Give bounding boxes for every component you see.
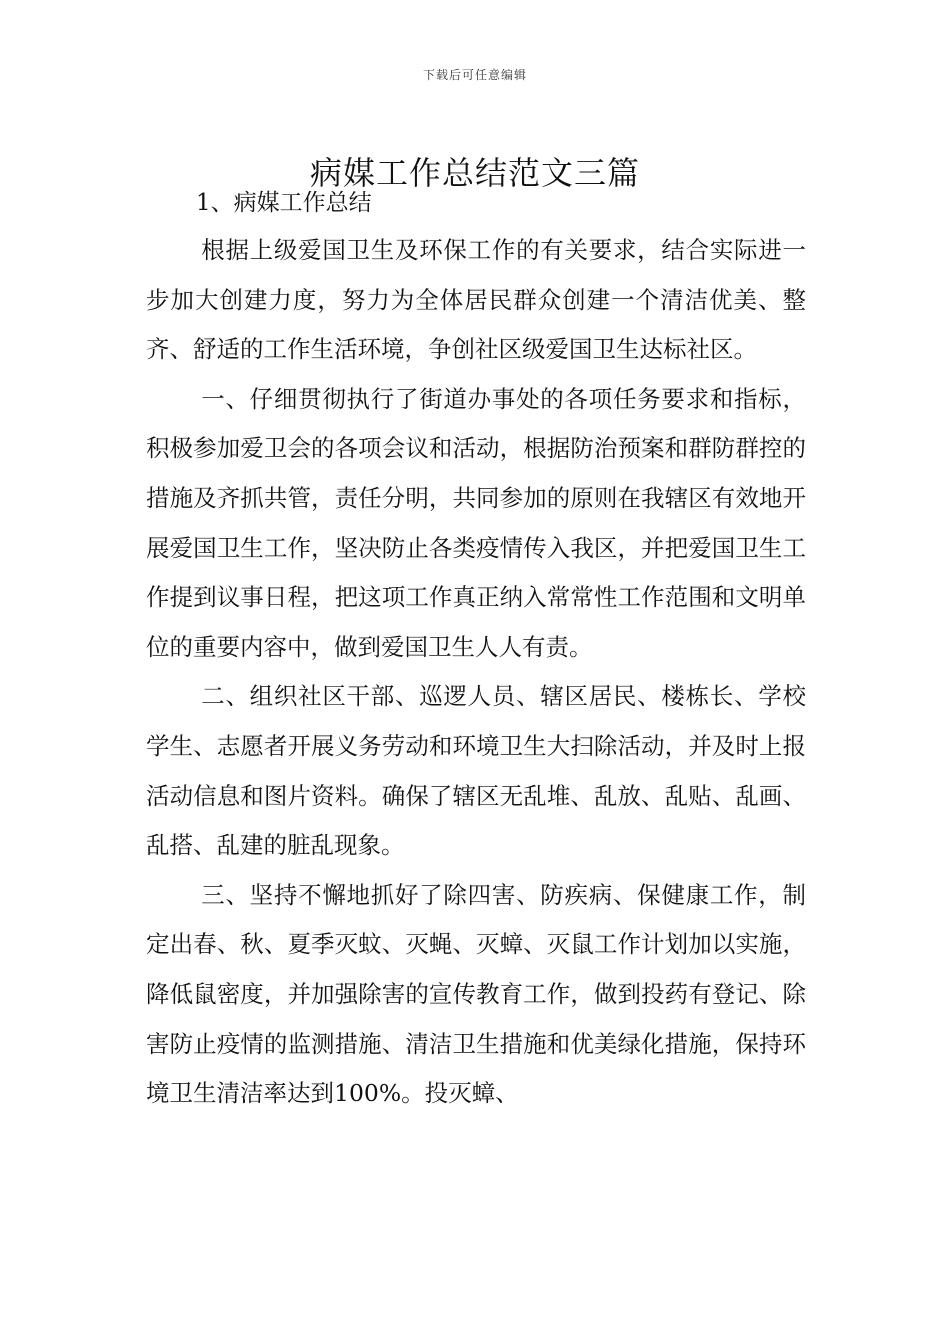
section-heading: 1、病媒工作总结 <box>196 190 372 216</box>
document-title: 病媒工作总结范文三篇 <box>309 154 640 193</box>
paragraph-three: 三、坚持不懈地抓好了除四害、防疾病、保健康工作，制定出春、秋、夏季灭蚊、灭蝇、灭蟑、灭鼠工作计划加以实施，降低鼠密度，并加强除害的宣传教育工作，做到投药有登记、除害防止疫情的监测措施、清洁卫生措施和优美绿化措施，保持环境卫生清洁率达到100%。投灭蟑、 <box>146 880 806 1108</box>
paragraph-intro: 根据上级爱国卫生及环保工作的有关要求，结合实际进一步加大创建力度，努力为全体居民群众创建一个清洁优美、整齐、舒适的工作生活环境，争创社区级爱国卫生达标社区。 <box>146 236 806 364</box>
paragraph-two: 二、组织社区干部、巡逻人员、辖区居民、楼栋长、学校学生、志愿者开展义务劳动和环境卫生大扫除活动，并及时上报活动信息和图片资料。确保了辖区无乱堆、乱放、乱贴、乱画、乱搭、乱建的脏乱现象。 <box>146 682 806 860</box>
header-note: 下载后可任意编辑 <box>422 68 527 82</box>
document-body <box>146 226 806 1119</box>
paragraph-one: 一、仔细贯彻执行了街道办事处的各项任务要求和指标，积极参加爱卫会的各项会议和活动，根据防治预案和群防群控的措施及齐抓共管，责任分明，共同参加的原则在我辖区有效地开展爱国卫生工作，坚决防止各类疫情传入我区，并把爱国卫生工作提到议事日程，把这项工作真正纳入常常性工作范围和文明单位的重要内容中，做到爱国卫生人人有责。 <box>146 384 806 661</box>
